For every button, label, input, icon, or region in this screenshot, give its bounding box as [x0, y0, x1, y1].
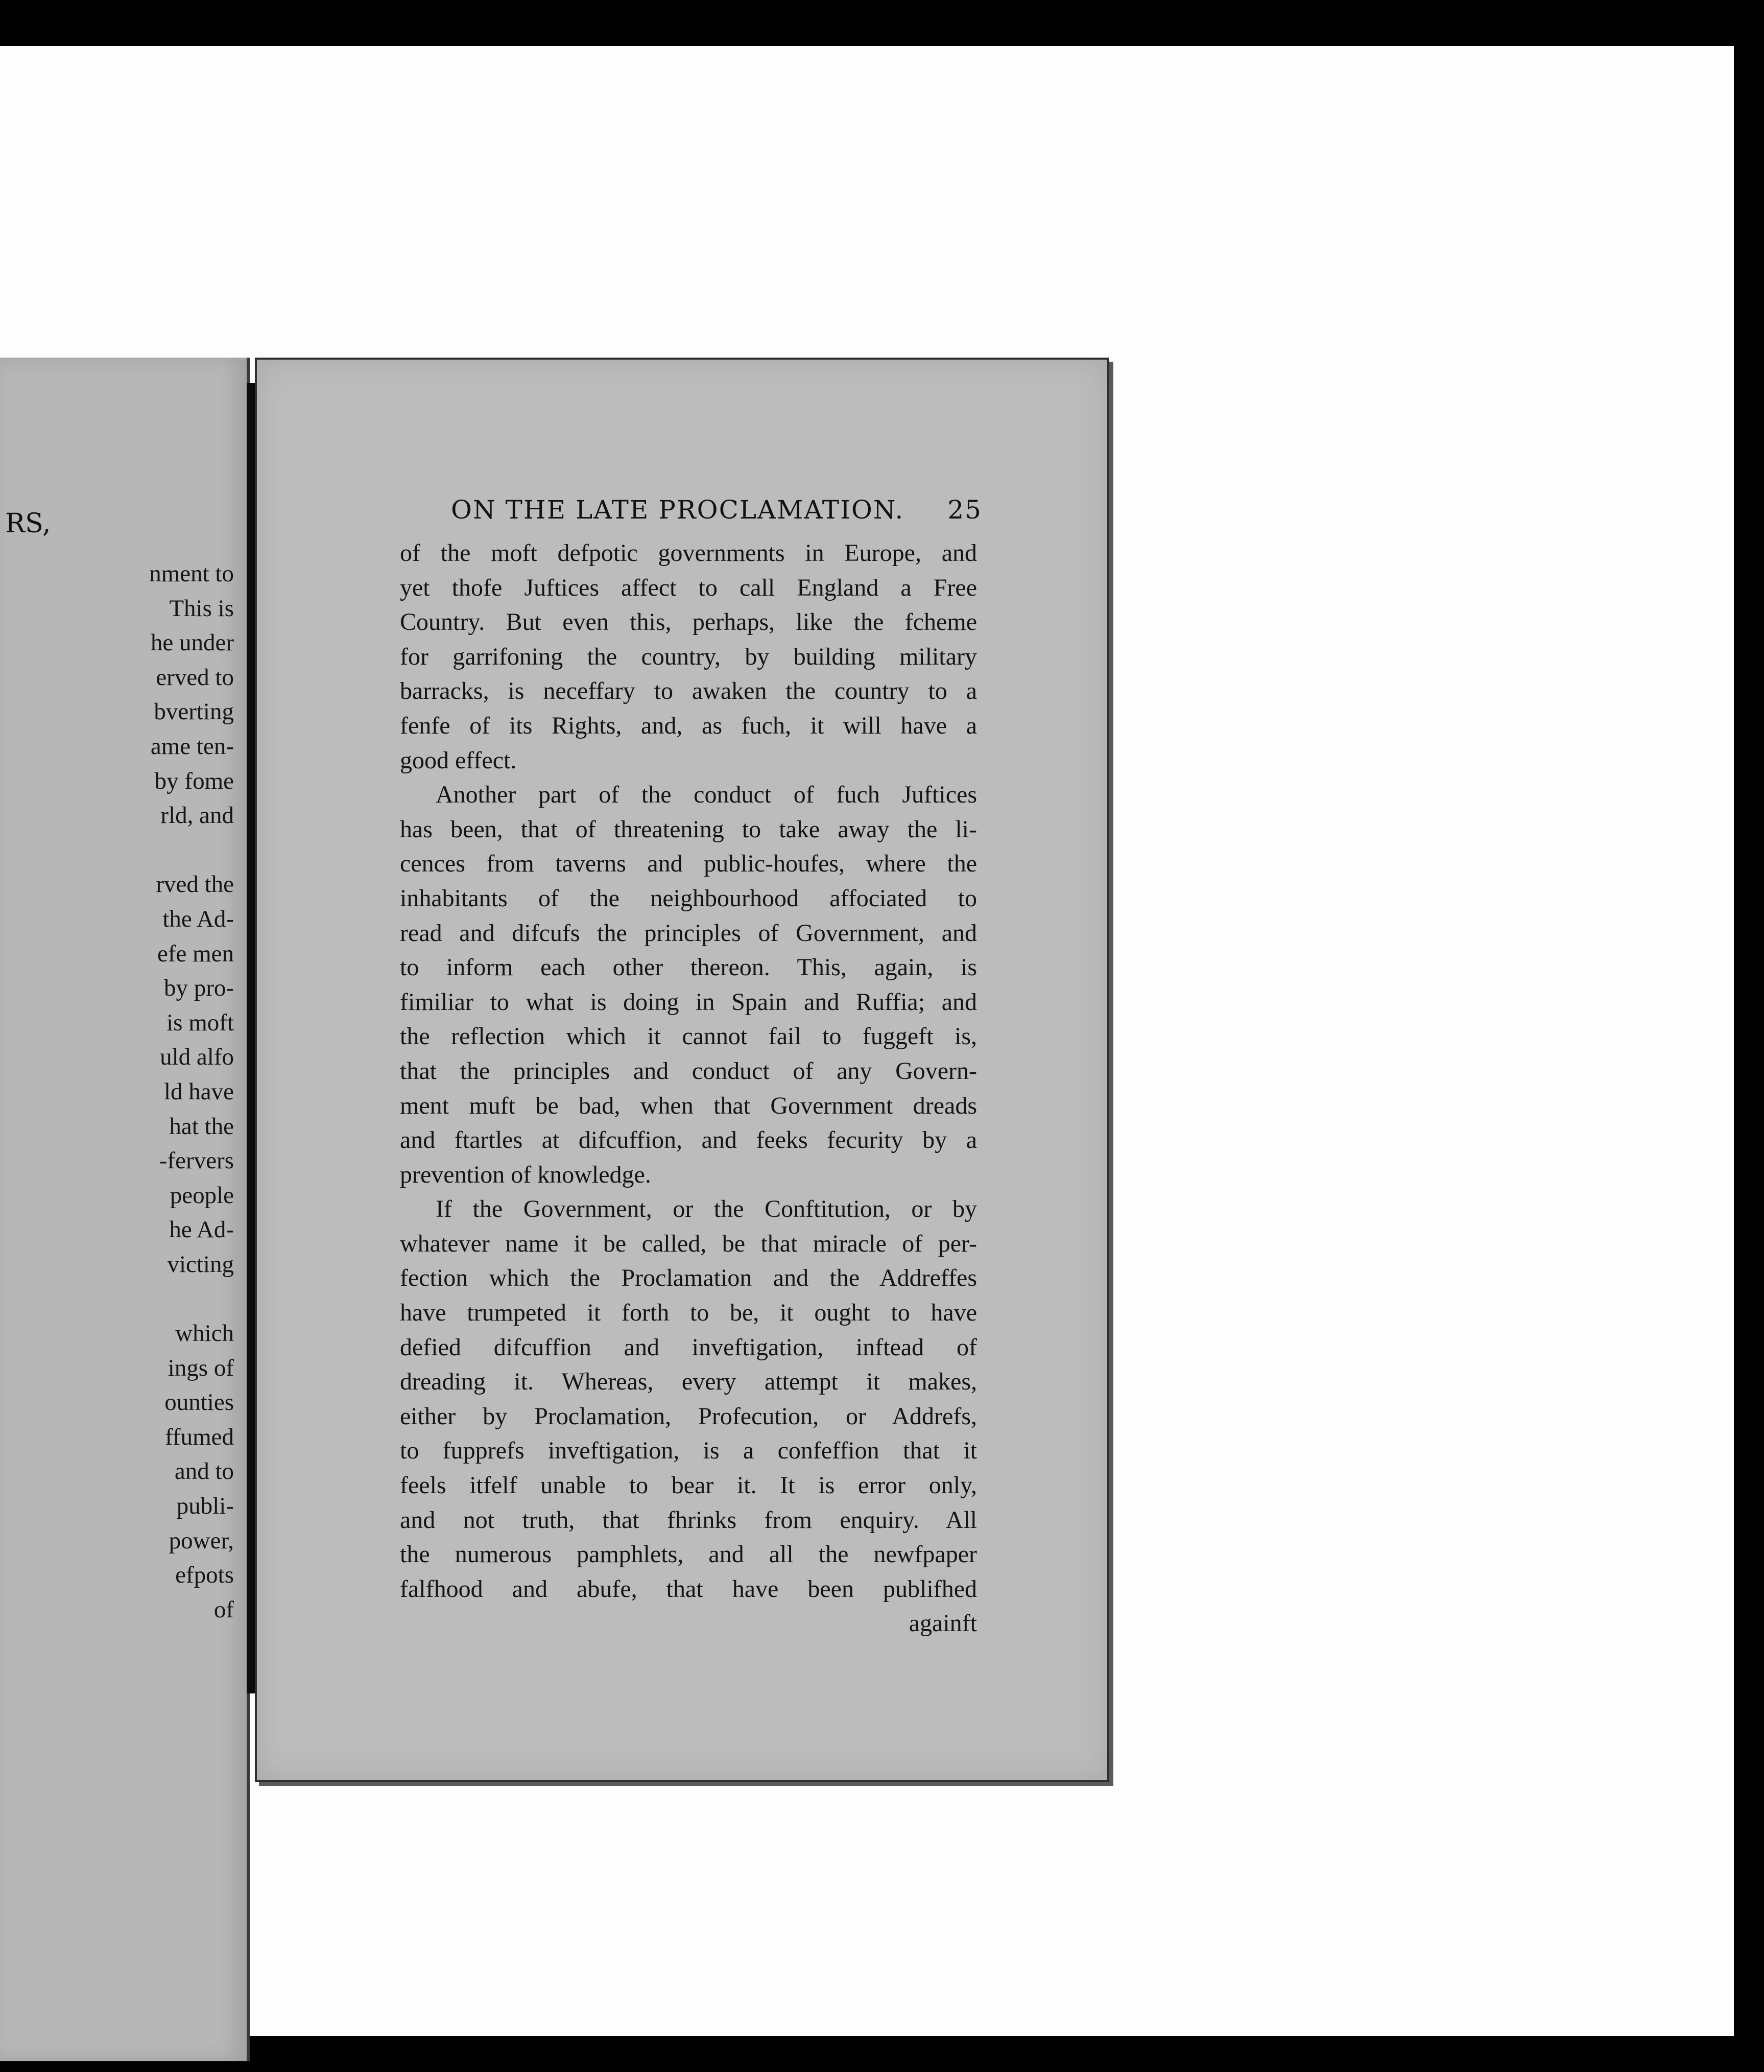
- left-page-line: ame ten-: [150, 733, 234, 760]
- text-line: inhabitants of the neighbourhood affociated to: [400, 884, 977, 912]
- text-line: have trumpeted it forth to be, it ought to have: [400, 1299, 977, 1327]
- running-head-title: ON THE LATE PROCLAMATION.: [451, 495, 904, 525]
- left-page-line: the Ad-: [162, 905, 234, 932]
- left-page-line: ings of: [168, 1354, 234, 1381]
- text-line: Another part of the conduct of fuch Juftices: [436, 781, 977, 809]
- left-page-line: which: [175, 1320, 234, 1347]
- text-line: and not truth, that fhrinks from enquiry. All: [400, 1506, 977, 1534]
- text-line: that the principles and conduct of any Govern-: [400, 1057, 977, 1085]
- left-page-line: This is: [169, 595, 234, 622]
- left-page-line: ld have: [163, 1078, 234, 1105]
- left-page-line: and to: [174, 1458, 234, 1485]
- text-line: defied difcuffion and inveftigation, inftead of: [400, 1333, 977, 1361]
- left-page-line: bverting: [154, 698, 234, 725]
- left-page-line: by fome: [154, 767, 234, 794]
- left-page-line: rved the: [156, 871, 234, 898]
- left-page-line: he Ad-: [169, 1216, 234, 1243]
- body-text: [400, 536, 977, 1641]
- text-line: to fupprefs inveftigation, is a confeffion that it: [400, 1437, 977, 1465]
- running-head: [410, 495, 982, 531]
- text-line: has been, that of threatening to take away the li-: [400, 815, 977, 843]
- right-page: [255, 358, 1109, 1782]
- left-page-line: efpots: [175, 1562, 234, 1589]
- text-line: to inform each other thereon. This, again, is: [400, 954, 977, 981]
- text-line: for garrifoning the country, by building military: [400, 643, 977, 670]
- book-spine: [247, 383, 255, 1693]
- left-page-line: by pro-: [163, 975, 234, 1002]
- text-line: of the moft defpotic governments in Europe, and: [400, 539, 977, 567]
- left-page-line: rld, and: [160, 802, 234, 829]
- text-line: ment muft be bad, when that Government dreads: [400, 1092, 977, 1119]
- text-line: and ftartles at difcuffion, and feeks fecurity by a: [400, 1126, 977, 1154]
- left-page-line: power,: [169, 1527, 234, 1554]
- text-line: prevention of knowledge.: [400, 1161, 651, 1188]
- left-page-header-fragment: RS,: [5, 508, 51, 539]
- text-line: yet thofe Juftices affect to call England a Free: [400, 574, 977, 601]
- left-page-line: people: [170, 1182, 234, 1209]
- left-page: [0, 358, 250, 2061]
- left-page-line: is moft: [166, 1009, 234, 1036]
- text-line: fimiliar to what is doing in Spain and Ruffia; and: [400, 988, 977, 1016]
- text-line: read and difcufs the principles of Government, and: [400, 919, 977, 947]
- left-page-text: [149, 557, 234, 1627]
- page-number: 25: [947, 495, 982, 525]
- left-page-line: ffumed: [165, 1423, 234, 1450]
- text-line: againft: [909, 1610, 977, 1637]
- left-page-line: -fervers: [159, 1147, 234, 1174]
- text-line: If the Government, or the Conftitution, or by: [436, 1195, 977, 1223]
- left-page-line: he under: [150, 629, 234, 656]
- text-line: either by Proclamation, Profecution, or Addrefs,: [400, 1402, 977, 1430]
- text-line: whatever name it be called, be that miracle of per-: [400, 1230, 977, 1257]
- left-page-line: efe men: [157, 940, 234, 967]
- text-line: fenfe of its Rights, and, as fuch, it will have a: [400, 712, 977, 739]
- text-line: the reflection which it cannot fail to fuggeft is,: [400, 1023, 977, 1050]
- left-page-line: victing: [167, 1251, 234, 1278]
- text-line: Country. But even this, perhaps, like the fcheme: [400, 608, 977, 636]
- left-page-line: [149, 833, 234, 868]
- left-page-line: [149, 1282, 234, 1316]
- text-line: barracks, is neceffary to awaken the country to a: [400, 677, 977, 705]
- left-page-line: hat the: [169, 1113, 234, 1140]
- text-line: dreading it. Whereas, every attempt it makes,: [400, 1368, 977, 1396]
- left-page-line: nment to: [149, 560, 234, 587]
- text-line: the numerous pamphlets, and all the newfpaper: [400, 1541, 977, 1568]
- text-line: good effect.: [400, 746, 517, 774]
- left-page-line: of: [213, 1596, 234, 1623]
- scan-frame: [0, 46, 1734, 2036]
- left-page-line: uld alfo: [160, 1044, 234, 1071]
- text-line: cences from taverns and public-houfes, where the: [400, 850, 977, 878]
- text-line: fection which the Proclamation and the Addreffes: [400, 1264, 977, 1292]
- left-page-line: publi-: [176, 1493, 234, 1520]
- text-line: feels itfelf unable to bear it. It is error only,: [400, 1472, 977, 1499]
- left-page-line: ounties: [164, 1389, 234, 1416]
- text-line: falfhood and abufe, that have been publifhed: [400, 1575, 977, 1603]
- left-page-line: erved to: [156, 664, 234, 691]
